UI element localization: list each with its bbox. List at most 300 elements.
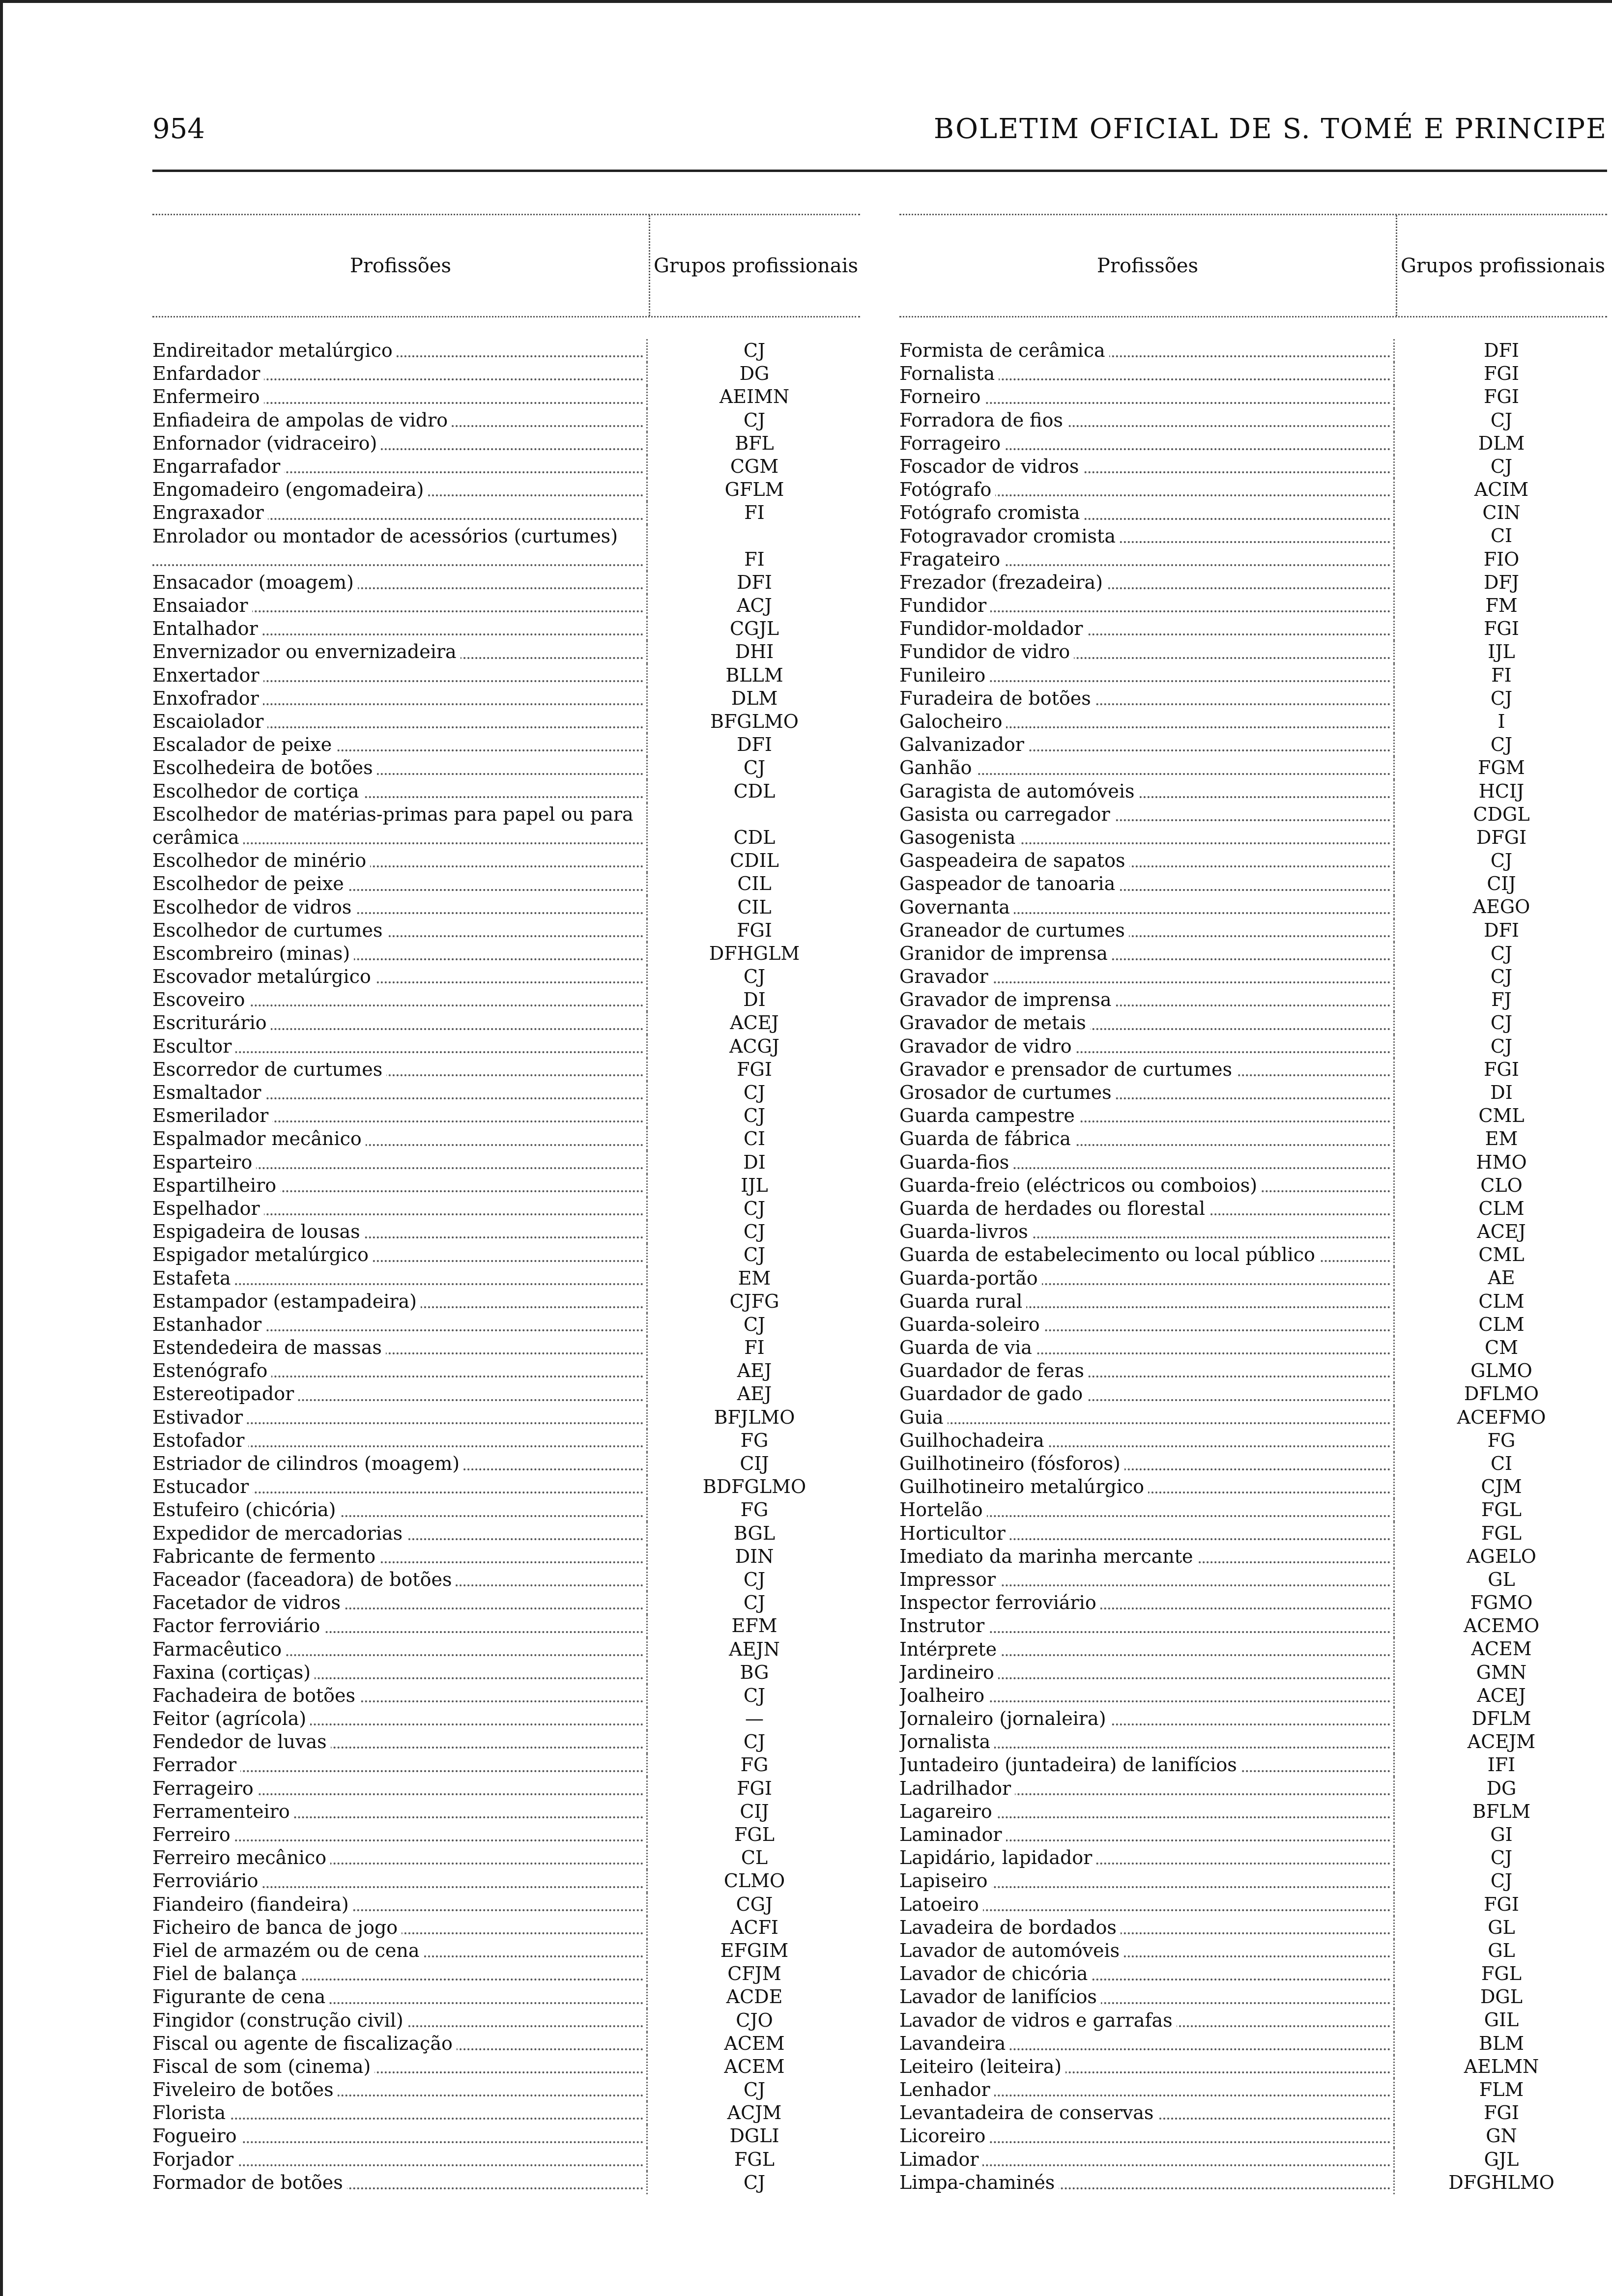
profession-name: Guilhochadeira (899, 1430, 1048, 1451)
table-row (152, 501, 860, 524)
table-row (899, 2101, 1607, 2124)
profession-cell (152, 362, 648, 385)
groups-cell: ACEM (724, 2032, 785, 2054)
table-row (152, 1336, 860, 1359)
groups-cell: FGMO (1470, 1592, 1533, 1614)
profession-name: Fendedor de luvas (152, 1731, 331, 1752)
profession-name: Lapidário, lapidador (899, 1847, 1096, 1868)
profession-name: Faxina (cortiças) (152, 1662, 315, 1683)
profession-cell (899, 1777, 1395, 1800)
groups-cell: — (745, 1708, 764, 1730)
profession-cell (152, 1707, 648, 1730)
groups-cell: CGM (730, 455, 779, 477)
table-row (152, 849, 860, 872)
table-row (152, 1614, 860, 1637)
profession-cell (899, 1939, 1395, 1962)
profession-cell (152, 1313, 648, 1336)
profession-name: Estanhador (152, 1314, 265, 1335)
table-row (899, 872, 1607, 895)
table-row (152, 803, 860, 849)
table-row (899, 826, 1607, 849)
groups-cell: AGELO (1467, 1545, 1536, 1567)
groups-cell: ACEFMO (1457, 1406, 1546, 1428)
page-edge (0, 0, 1612, 3)
table-row (152, 965, 860, 988)
profession-cell (152, 2148, 648, 2171)
profession-cell (899, 1058, 1395, 1081)
profession-cell (899, 1197, 1395, 1220)
groups-cell: GFLM (724, 479, 784, 501)
groups-cell: CJ (743, 1568, 766, 1590)
groups-cell: DG (1486, 1777, 1517, 1799)
groups-cell: CJ (743, 966, 766, 988)
table-body (899, 339, 1607, 2194)
profession-name: Lavador de automóveis (899, 1940, 1123, 1961)
profession-name: Impressor (899, 1569, 1000, 1590)
profession-cell (152, 1545, 648, 1568)
table-row (899, 1684, 1607, 1707)
profession-cell (152, 965, 648, 988)
groups-cell: GIL (1484, 2009, 1519, 2031)
profession-cell (899, 1730, 1395, 1753)
table-row (152, 1035, 860, 1058)
table-row (899, 1359, 1607, 1382)
table-row (899, 1197, 1607, 1220)
table-row (899, 849, 1607, 872)
profession-cell (152, 872, 648, 895)
table-row (152, 1661, 860, 1684)
groups-cell: AEJ (737, 1360, 772, 1382)
profession-name: Intérprete (899, 1638, 1001, 1660)
profession-cell (152, 1661, 648, 1684)
table-row (899, 1823, 1607, 1846)
profession-name: Estafeta (152, 1267, 235, 1289)
profession-cell (152, 1336, 648, 1359)
groups-cell: DI (1490, 1081, 1513, 1103)
groups-cell: DI (743, 1151, 766, 1173)
profession-cell (899, 1568, 1395, 1591)
profession-cell (152, 1197, 648, 1220)
groups-cell: CJ (743, 339, 766, 361)
table-row (899, 1545, 1607, 1568)
profession-cell (899, 1498, 1395, 1521)
groups-cell: CJ (743, 2079, 766, 2101)
profession-cell (899, 687, 1395, 710)
table-row (152, 1985, 860, 2009)
profession-cell (899, 1985, 1395, 2009)
profession-name: Gravador (899, 966, 992, 987)
profession-name: Fiel de balança (152, 1963, 301, 1984)
groups-cell: CDGL (1473, 803, 1530, 825)
profession-name: Guarda de estabelecimento ou local público (899, 1244, 1319, 1265)
groups-cell: GL (1488, 1939, 1515, 1961)
profession-name: Gravador e prensador de curtumes (899, 1059, 1236, 1080)
profession-name: Engomadeiro (engomadeira) (152, 479, 428, 500)
groups-cell: GJL (1484, 2148, 1519, 2170)
groups-cell: CIL (737, 896, 772, 918)
table-row (899, 1313, 1607, 1336)
groups-cell: AEIMN (719, 386, 790, 408)
table-row (152, 1220, 860, 1243)
groups-cell: BFGLMO (710, 711, 799, 732)
table-row (152, 896, 860, 919)
profession-name: Forradora de fios (899, 409, 1067, 431)
table-row (899, 1127, 1607, 1150)
profession-cell (152, 1916, 648, 1939)
profession-cell (152, 1591, 648, 1614)
table-row (899, 1638, 1607, 1661)
profession-header: Profissões (1096, 254, 1199, 277)
groups-cell: BDFGLMO (702, 1476, 806, 1498)
groups-cell: FIO (1483, 548, 1520, 570)
table-row (152, 1243, 860, 1266)
table-row (152, 2055, 860, 2078)
groups-cell: AEJ (737, 1383, 772, 1405)
profession-name: Ferroviário (152, 1870, 262, 1892)
profession-cell (899, 594, 1395, 617)
profession-cell (152, 385, 648, 408)
table-row (899, 1243, 1607, 1266)
table-row (899, 1058, 1607, 1081)
profession-name: Expedidor de mercadorias (152, 1522, 406, 1544)
table-row (152, 1591, 860, 1614)
groups-cell: ACEJ (1477, 1221, 1526, 1243)
groups-cell: CJ (743, 1082, 766, 1104)
groups-cell: FGL (1481, 1963, 1522, 1985)
profession-cell (899, 2148, 1395, 2171)
groups-cell: BG (740, 1661, 769, 1683)
table-row (152, 2148, 860, 2171)
profession-cell (152, 1614, 648, 1637)
profession-name: Ferrageiro (152, 1778, 258, 1799)
profession-name: Guarda-freio (eléctricos ou comboios) (899, 1175, 1261, 1196)
groups-cell: FG (740, 1499, 769, 1521)
table-row (152, 664, 860, 687)
dot-leader (899, 1422, 1390, 1424)
groups-cell: IJL (1488, 641, 1515, 663)
table-row (152, 1545, 860, 1568)
groups-cell: ACEM (1471, 1638, 1532, 1660)
groups-cell: CGJ (736, 1893, 773, 1915)
table-row (899, 1568, 1607, 1591)
profession-cell (152, 1730, 648, 1753)
profession-name: Escolhedeira de botões (152, 757, 377, 778)
groups-cell: CIL (737, 873, 772, 895)
profession-name: Frezador (frezadeira) (899, 572, 1107, 593)
profession-cell (899, 1916, 1395, 1939)
profession-name: Ferrador (152, 1754, 240, 1776)
profession-name: Jardineiro (899, 1662, 998, 1683)
groups-cell: CGJL (730, 618, 779, 640)
profession-cell (152, 617, 648, 640)
profession-name: Fundidor-moldador (899, 618, 1087, 639)
groups-cell: CDIL (730, 850, 779, 872)
table-row (899, 1220, 1607, 1243)
table-row (152, 1800, 860, 1823)
table-row (152, 1011, 860, 1034)
profession-cell (899, 1243, 1395, 1266)
table-row (152, 1104, 860, 1127)
profession-header: Profissões (349, 254, 452, 277)
profession-cell (899, 2101, 1395, 2124)
profession-name: Escaiolador (152, 711, 267, 732)
profession-cell (152, 409, 648, 432)
groups-cell: DG (739, 363, 770, 385)
table-row (899, 1174, 1607, 1197)
profession-name: Fiscal de som (cinema) (152, 2056, 374, 2077)
table-row (899, 1522, 1607, 1545)
profession-name: Ladrilhador (899, 1778, 1015, 1799)
profession-name: Feitor (agrícola) (152, 1708, 310, 1729)
table-row (152, 409, 860, 432)
profession-name: Farmacêutico (152, 1638, 286, 1660)
groups-cell: ACIM (1474, 479, 1529, 501)
profession-name: Escolhedor de curtumes (152, 919, 387, 941)
groups-cell: FGM (1478, 757, 1525, 779)
profession-name: Estendedeira de massas (152, 1337, 386, 1358)
profession-name: Facetador de vidros (152, 1592, 345, 1613)
profession-name: Faceador (faceadora) de botões (152, 1569, 456, 1590)
profession-name: Lapiseiro (899, 1870, 992, 1892)
groups-cell: CJ (743, 757, 766, 779)
profession-cell (152, 1127, 648, 1150)
profession-name: Endireitador metalúrgico (152, 340, 397, 361)
groups-cell: FJ (1491, 989, 1512, 1011)
groups-cell: DFHGLM (709, 942, 800, 964)
profession-cell (152, 1568, 648, 1591)
groups-cell: CDL (733, 780, 776, 802)
profession-cell (899, 1267, 1395, 1290)
table-row (899, 1846, 1607, 1869)
table-row (899, 1730, 1607, 1753)
profession-name: Guardador de feras (899, 1360, 1088, 1381)
profession-name: Esmerilador (152, 1105, 272, 1126)
table-row (899, 1104, 1607, 1127)
profession-cell (152, 664, 648, 687)
profession-name: Guarda-fios (899, 1151, 1013, 1173)
profession-cell (899, 664, 1395, 687)
profession-cell (899, 872, 1395, 895)
profession-cell (152, 896, 648, 919)
profession-name: Figurante de cena (152, 1986, 329, 2008)
table-row (152, 710, 860, 733)
profession-name: Fingidor (construção civil) (152, 2009, 407, 2031)
profession-cell (152, 1475, 648, 1498)
profession-name: Guarda-portão (899, 1267, 1042, 1289)
profession-cell (899, 1081, 1395, 1104)
groups-cell: DFGI (1476, 826, 1527, 848)
profession-cell (152, 2009, 648, 2032)
table-row (899, 501, 1607, 524)
profession-name: Florista (152, 2102, 230, 2124)
profession-name: Licoreiro (899, 2125, 989, 2147)
profession-name: Estenógrafo (152, 1360, 271, 1381)
profession-name: Enfiadeira de ampolas de vidro (152, 409, 452, 431)
profession-name: Levantadeira de conservas (899, 2102, 1157, 2124)
profession-cell (152, 1011, 648, 1034)
profession-cell (152, 756, 648, 779)
groups-cell: GL (1488, 1916, 1515, 1938)
groups-cell: ACGJ (729, 1035, 780, 1057)
profession-name: Estampador (estampadeira) (152, 1291, 421, 1312)
profession-name: Forneiro (899, 386, 985, 407)
table-row (152, 1359, 860, 1382)
groups-cell: DIN (735, 1545, 774, 1567)
table-row (152, 780, 860, 803)
profession-name: Fabricante de fermento (152, 1546, 379, 1567)
profession-cell (152, 1406, 648, 1429)
profession-name: Limpa-chaminés (899, 2172, 1059, 2193)
profession-name: Foscador de vidros (899, 456, 1083, 477)
table-column-right (899, 214, 1607, 2193)
profession-name: Esparteiro (152, 1151, 256, 1173)
profession-cell (899, 780, 1395, 803)
groups-header: Grupos profissionais (649, 215, 862, 316)
table-row (899, 988, 1607, 1011)
profession-name: Fachadeira de botões (152, 1685, 359, 1706)
profession-name: Guilhotineiro (fósforos) (899, 1453, 1124, 1474)
groups-cell: CJ (1490, 1847, 1513, 1869)
table-row (152, 617, 860, 640)
profession-name: Escolhedor de minério (152, 850, 370, 871)
table-row (152, 1893, 860, 1916)
groups-cell: FLM (1479, 2079, 1524, 2101)
profession-name: Fragateiro (899, 548, 1004, 570)
profession-cell (899, 1684, 1395, 1707)
profession-name: Ferreiro mecânico (152, 1847, 330, 1868)
groups-cell: FI (744, 502, 765, 524)
groups-cell: CJ (1490, 850, 1513, 872)
profession-name: Ensacador (moagem) (152, 572, 358, 593)
page-header (152, 113, 1607, 152)
groups-cell: CJ (743, 1221, 766, 1243)
table-row (152, 594, 860, 617)
groups-cell: FGI (1484, 2102, 1519, 2124)
profession-cell (899, 1800, 1395, 1823)
table-row (899, 1498, 1607, 1521)
profession-name: Escolhedor de vidros (152, 896, 355, 918)
table-row (152, 1267, 860, 1290)
groups-cell: BFL (735, 432, 774, 454)
groups-cell: FGI (737, 1058, 772, 1080)
table-row (152, 1846, 860, 1869)
groups-cell: AEGO (1472, 896, 1530, 918)
profession-name: Escolhedor de cortiça (152, 780, 363, 802)
profession-name: Guarda de fábrica (899, 1128, 1075, 1149)
groups-cell: CL (741, 1847, 768, 1869)
table-row (152, 1406, 860, 1429)
profession-cell (152, 1151, 648, 1174)
profession-cell (899, 339, 1395, 362)
groups-cell: CLM (1478, 1197, 1525, 1219)
table-row (152, 1290, 860, 1313)
profession-cell (152, 2171, 648, 2194)
profession-name: Gaspeador de tanoaria (899, 873, 1119, 894)
groups-cell: FI (744, 548, 765, 570)
profession-cell (899, 1452, 1395, 1475)
groups-cell: DFI (737, 571, 772, 593)
groups-cell: CFJM (727, 1963, 781, 1985)
table-row (899, 1777, 1607, 1800)
profession-cell (899, 617, 1395, 640)
groups-cell: CI (1490, 1452, 1513, 1474)
groups-cell: HMO (1476, 1151, 1527, 1173)
profession-name: Galvanizador (899, 734, 1028, 755)
table-row (899, 756, 1607, 779)
groups-cell: DLM (731, 687, 778, 709)
table-row (899, 362, 1607, 385)
groups-cell: DI (743, 989, 766, 1011)
profession-cell (152, 780, 648, 803)
profession-cell (152, 1869, 648, 1893)
profession-name: Grosador de curtumes (899, 1082, 1116, 1103)
groups-cell: CJ (1490, 1870, 1513, 1892)
table-row (152, 1151, 860, 1174)
table-row (152, 2101, 860, 2124)
groups-cell: DFLMO (1464, 1383, 1539, 1405)
table-row (152, 385, 860, 408)
table-row (899, 1035, 1607, 1058)
table-body (152, 339, 860, 2194)
profession-cell (152, 1638, 648, 1661)
profession-name: Fundidor de vidro (899, 641, 1074, 662)
table-row (152, 1823, 860, 1846)
groups-cell: ACFI (730, 1916, 778, 1938)
profession-cell (152, 2078, 648, 2101)
groups-cell: FI (1491, 664, 1512, 686)
profession-cell (899, 826, 1395, 849)
profession-cell (899, 2171, 1395, 2194)
groups-cell: IFI (1487, 1754, 1516, 1776)
profession-cell (899, 1638, 1395, 1661)
groups-cell: CJ (1490, 942, 1513, 964)
profession-name: Estucador (152, 1476, 253, 1497)
profession-name: Escalador de peixe (152, 734, 336, 755)
table-row (899, 780, 1607, 803)
table-row (152, 1475, 860, 1498)
table-row (899, 1985, 1607, 2009)
profession-cell (152, 594, 648, 617)
groups-cell: CML (1478, 1105, 1525, 1127)
table-row (899, 1614, 1607, 1637)
profession-name: Horticultor (899, 1522, 1009, 1544)
table-row (899, 1475, 1607, 1498)
profession-name: Funileiro (899, 664, 989, 686)
groups-cell: CIJ (740, 1453, 769, 1475)
profession-name: Factor ferroviário (152, 1615, 324, 1636)
profession-cell (152, 1498, 648, 1521)
table-row (899, 409, 1607, 432)
table-row (152, 455, 860, 478)
profession-name: Governanta (899, 896, 1014, 918)
table-row (899, 594, 1607, 617)
table-row (899, 2148, 1607, 2171)
page-number: 954 (152, 113, 205, 145)
profession-name: Enfornador (vidraceiro) (152, 432, 381, 454)
table-row (899, 1336, 1607, 1359)
table-row (152, 687, 860, 710)
profession-name: Fundidor (899, 595, 990, 616)
groups-cell: CJ (743, 1105, 766, 1127)
table-row (899, 339, 1607, 362)
profession-name: Lavadeira de bordados (899, 1917, 1121, 1938)
profession-name: Fiandeiro (fiandeira) (152, 1894, 353, 1915)
table-row (899, 1707, 1607, 1730)
groups-cell: FGI (737, 1777, 772, 1799)
profession-cell (152, 988, 648, 1011)
table-row (152, 640, 860, 663)
profession-cell (899, 1174, 1395, 1197)
